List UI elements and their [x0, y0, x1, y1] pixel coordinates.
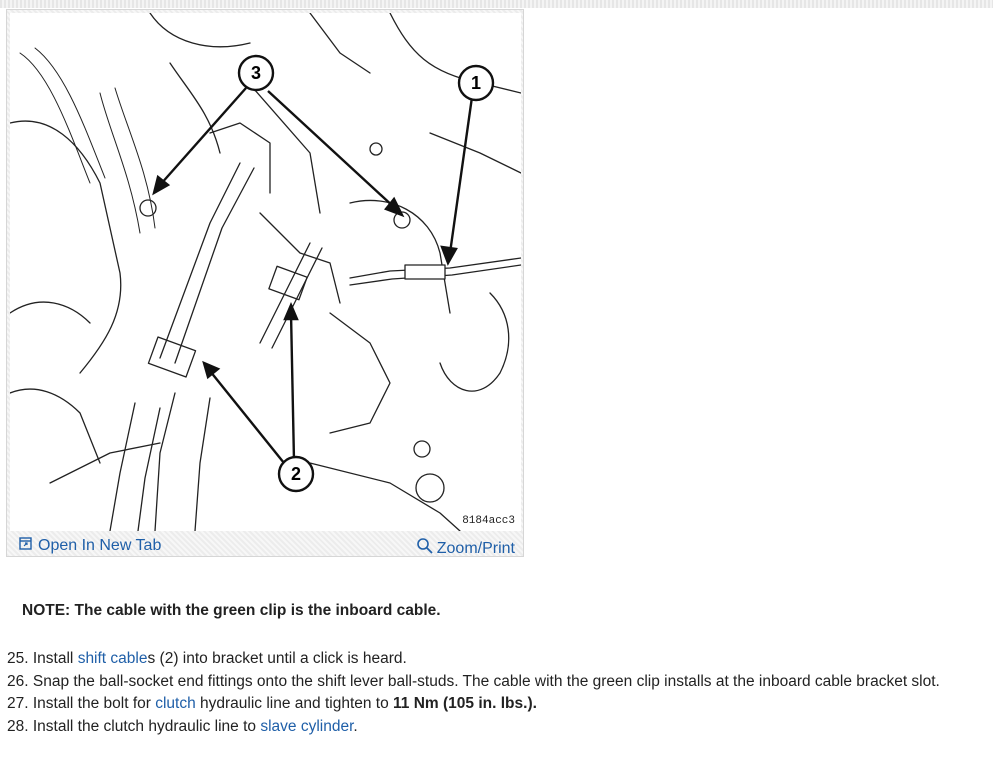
step-text: Install the clutch hydraulic line to	[32, 718, 261, 736]
diagram-drawing	[10, 13, 521, 531]
open-in-new-tab-link[interactable]	[19, 537, 161, 555]
callout-1: 1	[470, 73, 482, 93]
step-text: .	[353, 718, 358, 736]
shift-cable-link[interactable]: shift cable	[77, 650, 148, 667]
magnifier-icon	[416, 537, 434, 560]
step-number: 25.	[7, 650, 29, 667]
open-external-icon	[19, 537, 32, 555]
torque-spec: 11 Nm (105 in. lbs.).	[393, 695, 537, 713]
zoom-print-link[interactable]	[416, 537, 515, 560]
procedure-steps	[7, 648, 940, 739]
step-number: 26.	[7, 672, 29, 690]
step-number: 27.	[7, 695, 29, 713]
step-text: Install the bolt for	[32, 695, 156, 713]
step-27	[7, 693, 940, 716]
step-text: s (2) into bracket until a click is heard.	[147, 650, 407, 667]
zoom-print-label: Zoom/Print	[436, 539, 515, 557]
step-number: 28.	[7, 718, 29, 736]
callout-2: 2	[290, 464, 302, 484]
step-text: hydraulic line and tighten to	[195, 695, 394, 713]
open-in-new-tab-label: Open In New Tab	[38, 537, 162, 554]
figure-toolbar	[7, 531, 523, 556]
note-text: NOTE: The cable with the green clip is the inboard cable.	[22, 602, 441, 619]
step-26	[7, 671, 940, 694]
figure-container	[6, 9, 524, 557]
clutch-link[interactable]: clutch	[155, 695, 196, 713]
figure-id: 8184acc3	[462, 515, 515, 527]
step-28	[7, 716, 940, 739]
service-diagram	[10, 13, 521, 531]
slave-cylinder-link[interactable]: slave cylinder	[260, 718, 354, 736]
top-border	[0, 0, 993, 8]
step-text: Install	[32, 650, 78, 667]
step-text: Snap the ball-socket end fittings onto the shift lever ball-studs. The cable with the green clip installs at the inboard cable bracket slot.	[32, 672, 940, 690]
callout-3: 3	[250, 63, 262, 83]
step-25	[7, 648, 940, 671]
